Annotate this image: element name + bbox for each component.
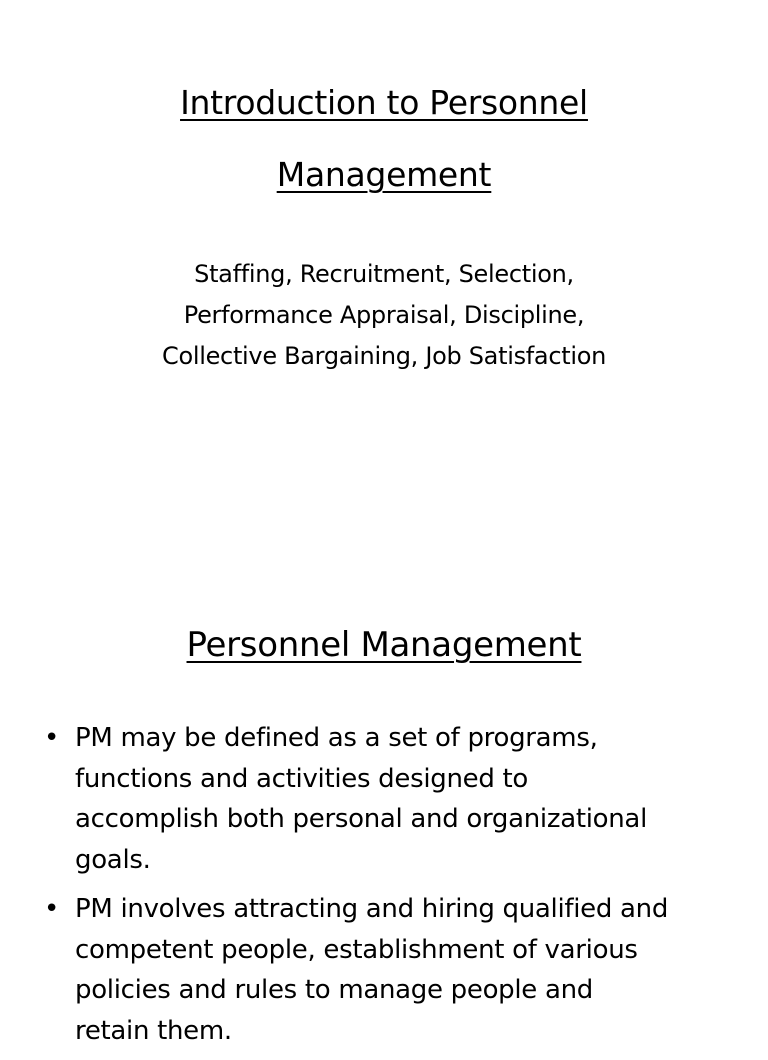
bullet-icon: • — [44, 723, 60, 753]
title-line: Management — [276, 155, 492, 194]
bullet-line: goals. — [75, 844, 151, 875]
slide-subtitle — [0, 254, 768, 377]
bullet-line: functions and activities designed to — [75, 763, 528, 794]
bullet-line: policies and rules to manage people and — [75, 975, 593, 1005]
bullet-list — [44, 718, 734, 1060]
subtitle-line: Collective Bargaining, Job Satisfaction — [162, 342, 606, 370]
title-text: Personnel Management — [186, 625, 582, 665]
bullet-line: retain them. — [75, 1015, 232, 1046]
bullet-item — [44, 718, 734, 880]
slide-title — [0, 625, 768, 665]
bullet-line: PM involves attracting and hiring qualified and — [75, 894, 669, 924]
bullet-line: competent people, establishment of various — [75, 934, 638, 965]
title-line: Introduction to Personnel — [180, 83, 588, 122]
bullet-line: PM may be defined as a set of programs, — [75, 723, 598, 753]
subtitle-line: Performance Appraisal, Discipline, — [183, 301, 585, 329]
slide-title — [0, 83, 768, 230]
bullet-item — [44, 889, 734, 1051]
subtitle-line: Staffing, Recruitment, Selection, — [194, 260, 574, 288]
bullet-icon: • — [44, 894, 60, 924]
slide-personnel-management — [0, 576, 768, 1046]
bullet-line: accomplish both personal and organizational — [75, 804, 647, 834]
